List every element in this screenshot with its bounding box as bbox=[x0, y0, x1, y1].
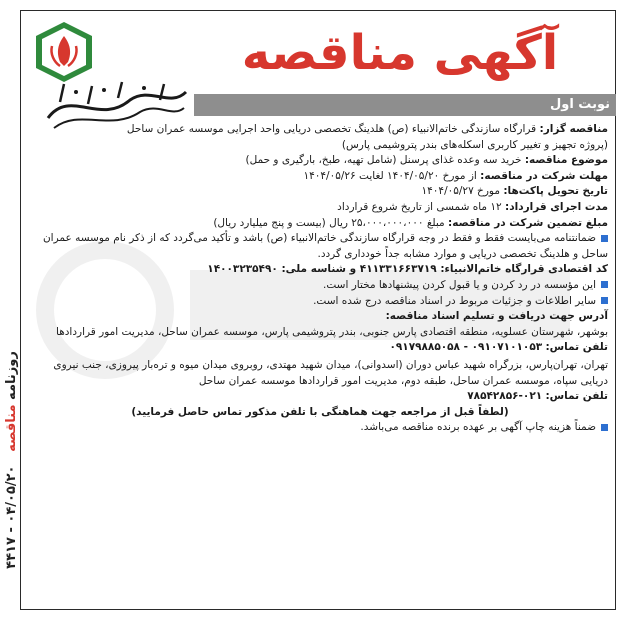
guarantee-line bbox=[32, 216, 608, 232]
note-item: این مؤسسه در رد کردن و یا قبول کردن پیشنهادها مختار است. bbox=[32, 278, 608, 294]
newspaper-brand: مناقصه bbox=[4, 404, 19, 452]
tender-details bbox=[32, 122, 608, 436]
address-text: بوشهر، شهرستان عسلویه، منطقه اقتصادی پارس جنوبی، بندر پتروشیمی پارس، موسسه عمران ساحل، مدیریت امور قراردادها bbox=[56, 325, 608, 338]
newspaper-side-label bbox=[0, 300, 20, 620]
guarantee-label: مبلغ تضمین شرکت در مناقصه: bbox=[448, 216, 608, 229]
tehran-address: تهران، تهران‌پارس، بزرگراه شهید عباس دوران (اسدوانی)، میدان شهید مهتدی، روبروی میدان میوه و تره‌بار پیروزی، جنب نیروی دریایی سپاه، موسسه عمران ساحل، طبقه دوم، مدیریت امور قراردادها موسسه عمران ساحل bbox=[53, 358, 608, 387]
note-item: سایر اطلاعات و جزئیات مربوط در اسناد مناقصه درج شده است. bbox=[32, 294, 608, 310]
deadline-label: مهلت شرکت در مناقصه: bbox=[480, 169, 608, 182]
issue-number-date: ۰۴/۰۵/۲۰ - ۴۴۱۷ bbox=[4, 465, 19, 569]
duration-label: مدت اجرای قرارداد: bbox=[505, 200, 608, 213]
subject-label: موضوع مناقصه: bbox=[524, 154, 608, 167]
national-id-label: و شناسه ملی: bbox=[281, 263, 357, 276]
phone-label: تلفن تماس: bbox=[545, 390, 608, 403]
tender-org-text: قرارگاه سازندگی خاتم‌الانبیاء (ص) هلدینگ تخصصی دریایی واحد اجرایی موسسه عمران ساحل bbox=[126, 123, 537, 135]
newspaper-name-prefix: روزنامه bbox=[4, 351, 19, 400]
deadline-line bbox=[32, 169, 608, 185]
phone-line bbox=[32, 389, 608, 405]
delivery-line bbox=[32, 184, 608, 200]
delivery-label: تاریخ تحویل پاکت‌ها: bbox=[503, 185, 608, 198]
duration-line bbox=[32, 200, 608, 216]
economic-code-line bbox=[32, 262, 608, 278]
guarantee-note: ضمانتنامه می‌بایست فقط و فقط در وجه قرارگاه سازندگی خاتم‌الانبیاء (ص) باشد و تأکید می‌گردد که از ذکر نام موسسه عمران ساحل و هلدینگ تخصصی دریایی و موارد مشابه جداً خودداری گردد. bbox=[42, 232, 608, 260]
page-title: آگهی مناقصه bbox=[241, 25, 559, 81]
publication-round-label: نوبت اول bbox=[549, 97, 610, 112]
deadline-text: از مورخ ۱۴۰۴/۰۵/۲۰ لغایت ۱۴۰۴/۰۵/۲۶ bbox=[303, 169, 477, 182]
economic-code-label: کد اقتصادی قرارگاه خاتم‌الانبیاء: bbox=[440, 263, 608, 276]
publication-round-bar bbox=[194, 94, 616, 116]
phone-number: ۰۹۱۰۷۱۰۱۰۵۳ - ۰۹۱۷۹۸۸۵۰۵۸ bbox=[389, 341, 543, 354]
subject-line bbox=[32, 153, 608, 169]
tender-org-line bbox=[32, 122, 608, 138]
bullet-icon bbox=[601, 235, 608, 242]
economic-code-value: ۴۱۱۳۳۱۶۶۳۷۱۹ bbox=[359, 263, 437, 276]
cost-note: ضمناً هزینه چاپ آگهی بر عهده برنده مناقصه می‌باشد. bbox=[32, 420, 608, 436]
duration-text: ۱۲ ماه شمسی از تاریخ شروع قرارداد bbox=[337, 200, 502, 213]
bullet-icon bbox=[601, 281, 608, 288]
bullet-icon bbox=[601, 297, 608, 304]
phone-number: ۰۲۱-۷۸۵۴۲۸۵۶ bbox=[467, 390, 543, 403]
address-label: آدرس جهت دریافت و تسلیم اسناد مناقصه: bbox=[385, 310, 608, 323]
bullet-icon bbox=[601, 424, 608, 431]
phone-line bbox=[32, 340, 608, 356]
iran-emblem-icon bbox=[30, 20, 98, 84]
national-id-value: ۱۴۰۰۳۲۳۵۴۹۰ bbox=[207, 263, 278, 276]
tender-org-label: مناقصه گزار: bbox=[539, 123, 608, 135]
guarantee-text: مبلغ ۲۵،۰۰۰،۰۰۰،۰۰۰ ریال (بیست و پنج میلیارد ریال) bbox=[213, 216, 445, 229]
subject-text: خرید سه وعده غذای پرسنل (شامل تهیه، طبخ، بارگیری و حمل) bbox=[245, 154, 522, 167]
phone-label: تلفن تماس: bbox=[545, 341, 608, 354]
coordination-note: (لطفاً قبل از مراجعه جهت هماهنگی با تلفن مذکور تماس حاصل فرمایید) bbox=[131, 405, 509, 418]
delivery-text: مورخ ۱۴۰۴/۰۵/۲۷ bbox=[421, 185, 500, 198]
project-line: (پروژه تجهیز و تغییر کاربری اسکله‌های بندر پتروشیمی پارس) bbox=[341, 138, 608, 151]
